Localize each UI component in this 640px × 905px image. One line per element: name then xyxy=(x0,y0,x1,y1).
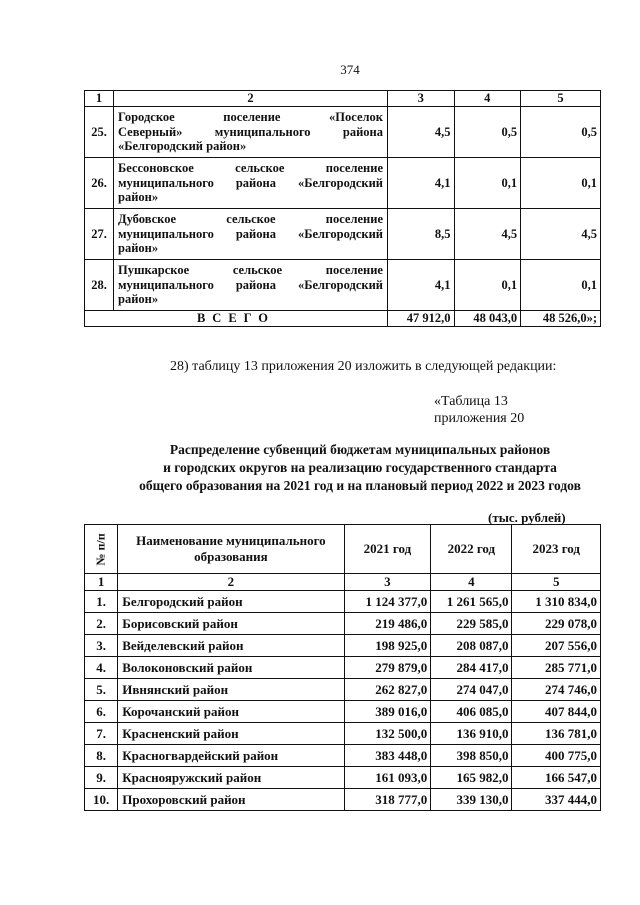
value-cell: 207 556,0 xyxy=(512,635,601,657)
name-line: Бессоновское сельское поселение xyxy=(118,161,383,176)
header-year: 2021 год xyxy=(344,525,431,574)
value-cell: 407 844,0 xyxy=(512,701,601,723)
value-cell: 8,5 xyxy=(388,209,455,260)
table-row xyxy=(85,209,601,260)
value-cell: 383 448,0 xyxy=(344,745,431,767)
row-number: 4. xyxy=(85,657,118,679)
value-cell: 208 087,0 xyxy=(431,635,512,657)
value-cell: 4,1 xyxy=(388,158,455,209)
row-name xyxy=(114,209,388,260)
row-name: Красногвардейский район xyxy=(118,745,344,767)
table-reference-line2: приложения 20 xyxy=(434,411,525,426)
row-number: 3. xyxy=(85,635,118,657)
value-cell: 337 444,0 xyxy=(512,789,601,811)
table-row xyxy=(85,701,601,723)
table-row xyxy=(85,613,601,635)
table-subventions xyxy=(84,524,601,811)
total-value: 48 526,0»; xyxy=(521,311,601,327)
table-row xyxy=(85,260,601,311)
row-number: 25. xyxy=(85,107,114,158)
value-cell: 406 085,0 xyxy=(431,701,512,723)
value-cell: 4,5 xyxy=(521,209,601,260)
value-cell: 274 746,0 xyxy=(512,679,601,701)
header-year: 2022 год xyxy=(431,525,512,574)
value-cell: 398 850,0 xyxy=(431,745,512,767)
name-line: район» xyxy=(118,292,159,307)
total-row xyxy=(85,311,601,327)
value-cell: 284 417,0 xyxy=(431,657,512,679)
total-value: 47 912,0 xyxy=(388,311,455,327)
value-cell: 1 310 834,0 xyxy=(512,591,601,613)
value-cell: 0,5 xyxy=(521,107,601,158)
value-cell: 198 925,0 xyxy=(344,635,431,657)
value-cell: 274 047,0 xyxy=(431,679,512,701)
table-row xyxy=(85,107,601,158)
col-number: 1 xyxy=(85,91,114,107)
amendment-paragraph: 28) таблицу 13 приложения 20 изложить в следующей редакции: xyxy=(170,359,557,374)
row-number: 27. xyxy=(85,209,114,260)
value-cell: 279 879,0 xyxy=(344,657,431,679)
col-number: 3 xyxy=(388,91,455,107)
value-cell: 0,1 xyxy=(454,158,521,209)
value-cell: 0,5 xyxy=(454,107,521,158)
value-cell: 1 124 377,0 xyxy=(344,591,431,613)
row-number: 2. xyxy=(85,613,118,635)
value-cell: 136 910,0 xyxy=(431,723,512,745)
value-cell: 339 130,0 xyxy=(431,789,512,811)
table-row xyxy=(85,789,601,811)
title-line: и городских округов на реализацию государственного стандарта xyxy=(163,460,557,475)
header-num xyxy=(85,525,118,574)
col-number: 5 xyxy=(512,574,601,591)
name-line: муниципального района «Белгородский xyxy=(118,226,383,241)
name-line: Пушкарское сельское поселение xyxy=(118,263,383,278)
page-number: 374 xyxy=(340,62,360,77)
value-cell: 4,5 xyxy=(454,209,521,260)
value-cell: 285 771,0 xyxy=(512,657,601,679)
value-cell: 166 547,0 xyxy=(512,767,601,789)
row-name: Борисовский район xyxy=(118,613,344,635)
row-name xyxy=(114,158,388,209)
value-cell: 229 585,0 xyxy=(431,613,512,635)
name-line: Северный» муниципального района xyxy=(118,124,383,139)
value-cell: 136 781,0 xyxy=(512,723,601,745)
table-header-row xyxy=(85,525,601,574)
value-cell: 0,1 xyxy=(521,260,601,311)
header-num-text: № п/п xyxy=(93,533,108,566)
table-row xyxy=(85,767,601,789)
value-cell: 0,1 xyxy=(454,260,521,311)
table-row xyxy=(85,657,601,679)
col-number: 2 xyxy=(118,574,344,591)
row-number: 26. xyxy=(85,158,114,209)
value-cell: 262 827,0 xyxy=(344,679,431,701)
row-name: Волоконовский район xyxy=(118,657,344,679)
row-number: 1. xyxy=(85,591,118,613)
units-label: (тыс. рублей) xyxy=(488,510,566,525)
table-row xyxy=(85,158,601,209)
row-number: 5. xyxy=(85,679,118,701)
row-name: Прохоровский район xyxy=(118,789,344,811)
col-number: 1 xyxy=(85,574,118,591)
header-name-line: образования xyxy=(194,549,268,564)
table-header-row xyxy=(85,91,601,107)
row-number: 28. xyxy=(85,260,114,311)
table-row xyxy=(85,723,601,745)
row-name: Ивнянский район xyxy=(118,679,344,701)
row-number: 6. xyxy=(85,701,118,723)
row-name: Краснояружский район xyxy=(118,767,344,789)
name-line: «Белгородский район» xyxy=(118,139,247,154)
value-cell: 219 486,0 xyxy=(344,613,431,635)
value-cell: 4,1 xyxy=(388,260,455,311)
table-row xyxy=(85,591,601,613)
column-numbers-row xyxy=(85,574,601,591)
row-number: 8. xyxy=(85,745,118,767)
total-value: 48 043,0 xyxy=(454,311,521,327)
row-name: Белгородский район xyxy=(118,591,344,613)
value-cell: 400 775,0 xyxy=(512,745,601,767)
row-number: 9. xyxy=(85,767,118,789)
value-cell: 318 777,0 xyxy=(344,789,431,811)
col-number: 4 xyxy=(454,91,521,107)
table-title xyxy=(80,441,640,495)
table-row xyxy=(85,635,601,657)
table-reference-line1: «Таблица 13 xyxy=(434,394,508,409)
name-line: Городское поселение «Поселок xyxy=(118,110,383,125)
name-line: Дубовское сельское поселение xyxy=(118,212,383,227)
col-number: 4 xyxy=(431,574,512,591)
name-line: муниципального района «Белгородский xyxy=(118,277,383,292)
row-name xyxy=(114,260,388,311)
row-name: Корочанский район xyxy=(118,701,344,723)
value-cell: 132 500,0 xyxy=(344,723,431,745)
value-cell: 229 078,0 xyxy=(512,613,601,635)
title-line: Распределение субвенций бюджетам муниципальных районов xyxy=(169,442,551,457)
col-number: 5 xyxy=(521,91,601,107)
row-name: Вейделевский район xyxy=(118,635,344,657)
title-line: общего образования на 2021 год и на плановый период 2022 и 2023 годов xyxy=(139,478,581,493)
row-name xyxy=(114,107,388,158)
col-number: 2 xyxy=(114,91,388,107)
table-row xyxy=(85,745,601,767)
row-number: 10. xyxy=(85,789,118,811)
total-label: ВСЕГО xyxy=(85,311,388,327)
header-name xyxy=(118,525,344,574)
value-cell: 161 093,0 xyxy=(344,767,431,789)
row-number: 7. xyxy=(85,723,118,745)
value-cell: 1 261 565,0 xyxy=(431,591,512,613)
row-name: Красненский район xyxy=(118,723,344,745)
table-settlements xyxy=(84,90,601,327)
value-cell: 389 016,0 xyxy=(344,701,431,723)
table-row xyxy=(85,679,601,701)
name-line: район» xyxy=(118,241,159,256)
name-line: район» xyxy=(118,190,159,205)
name-line: муниципального района «Белгородский xyxy=(118,175,383,190)
col-number: 3 xyxy=(344,574,431,591)
value-cell: 4,5 xyxy=(388,107,455,158)
header-year: 2023 год xyxy=(512,525,601,574)
value-cell: 0,1 xyxy=(521,158,601,209)
header-name-line: Наименование муниципального xyxy=(136,533,326,548)
value-cell: 165 982,0 xyxy=(431,767,512,789)
